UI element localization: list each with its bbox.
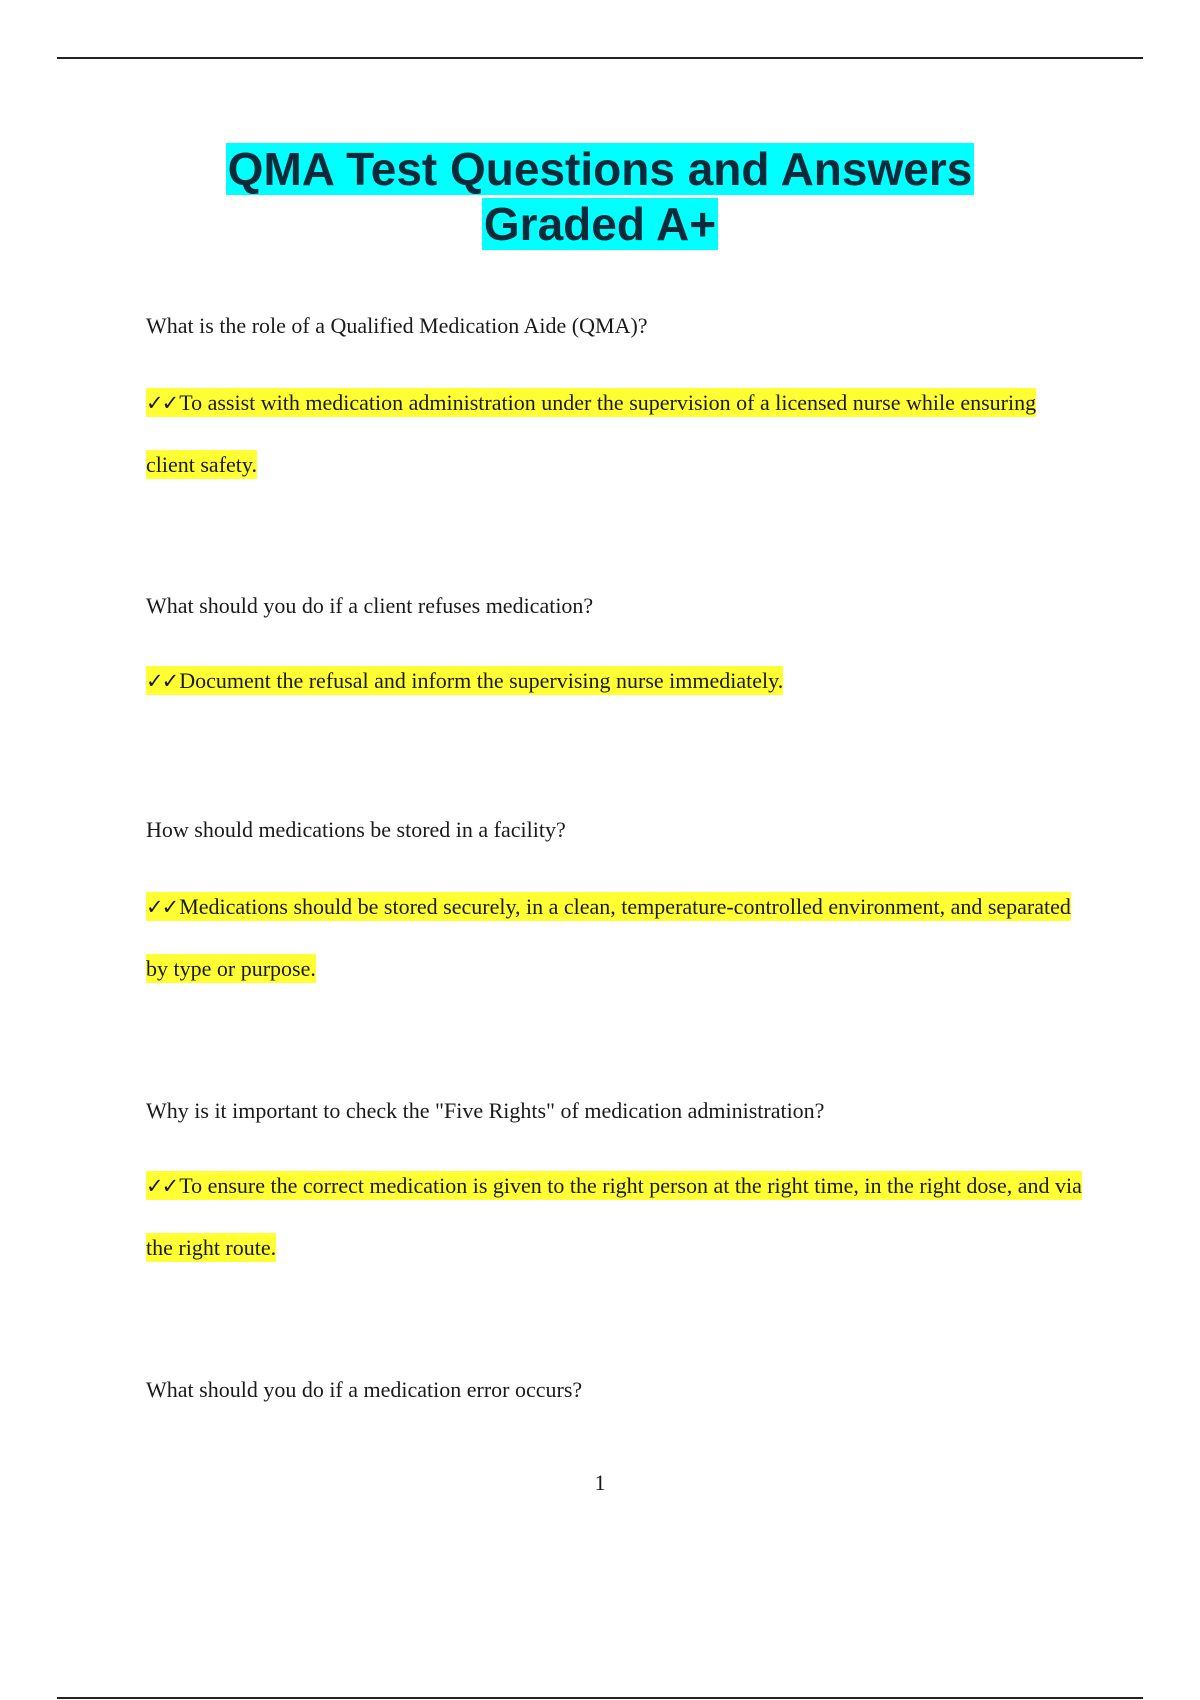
answer-4-text: To ensure the correct medication is given to the right person at the right time, in the right dose, and via the right route. (146, 1173, 1082, 1260)
answer-1 (146, 372, 1086, 495)
answer-1-text: To assist with medication administration under the supervision of a licensed nurse while ensuring client safety. (146, 390, 1037, 477)
top-rule (57, 57, 1143, 59)
answer-4 (146, 1155, 1086, 1278)
bottom-rule (57, 1697, 1143, 1699)
page-number: 1 (594, 1470, 606, 1495)
title-line-1: QMA Test Questions and Answers (227, 143, 973, 195)
question-3: How should medications be stored in a facility? (146, 817, 566, 842)
question-1: What is the role of a Qualified Medication Aide (QMA)? (146, 313, 648, 338)
answer-3-text: Medications should be stored securely, in a clean, temperature-controlled environment, and separated by type or purpose. (146, 894, 1071, 981)
answer-3 (146, 876, 1086, 999)
check-mark-icon: ✓✓ (146, 1174, 178, 1198)
title-line-2: Graded A+ (483, 198, 717, 250)
question-4: Why is it important to check the "Five Rights" of medication administration? (146, 1098, 825, 1123)
answer-2-text: Document the refusal and inform the supervising nurse immediately. (179, 668, 784, 693)
question-2: What should you do if a client refuses medication? (146, 593, 594, 618)
answer-2 (146, 650, 1086, 712)
check-mark-icon: ✓✓ (146, 669, 178, 693)
document-title (0, 142, 1200, 252)
question-5: What should you do if a medication error occurs? (146, 1377, 583, 1402)
check-mark-icon: ✓✓ (146, 391, 178, 415)
check-mark-icon: ✓✓ (146, 895, 178, 919)
